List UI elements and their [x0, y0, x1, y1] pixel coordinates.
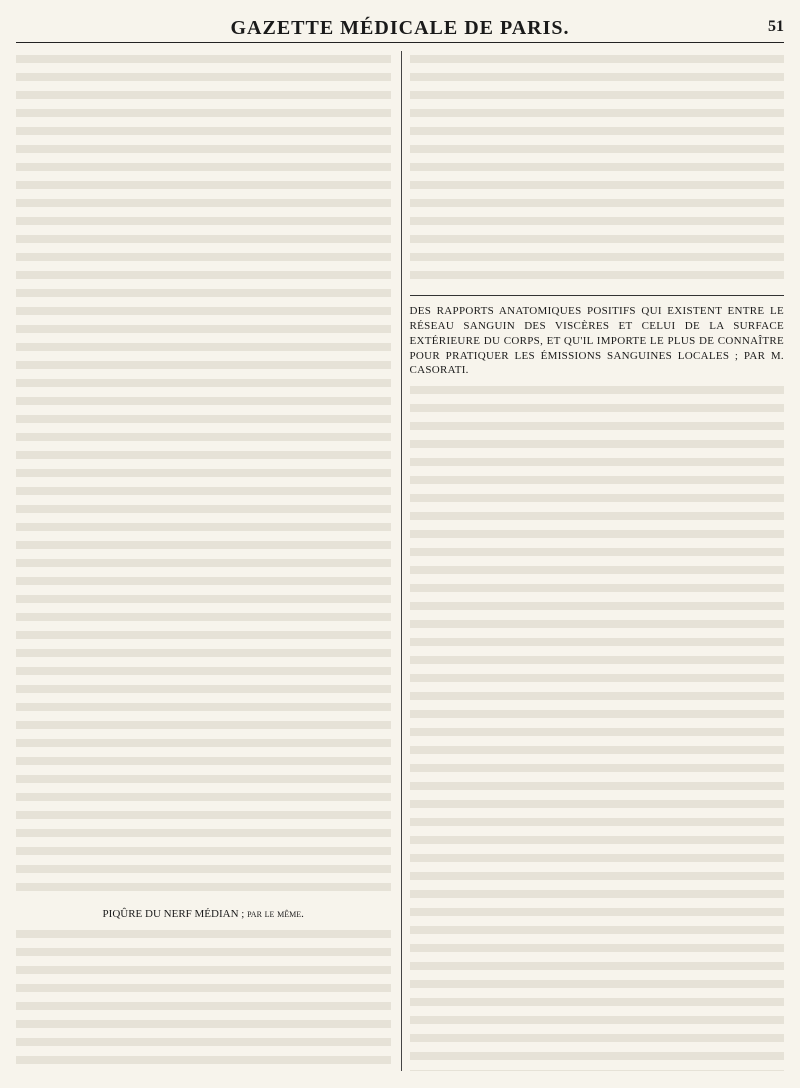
- body-text-placeholder: [16, 55, 391, 897]
- right-column: [401, 51, 785, 1071]
- section-heading-median-nerve: PIQÛRE DU NERF MÉDIAN ; par le même.: [102, 908, 304, 920]
- body-text-placeholder: [410, 55, 785, 285]
- section-divider: [410, 295, 785, 296]
- two-column-body: [16, 51, 784, 1071]
- body-text-placeholder: [16, 930, 391, 1071]
- journal-title: GAZETTE MÉDICALE DE PARIS.: [230, 16, 570, 39]
- body-text-placeholder: [410, 386, 785, 1071]
- page-number: 51: [768, 18, 784, 35]
- masthead: [16, 14, 784, 43]
- article-heading-casorati: DES RAPPORTS ANATOMIQUES POSITIFS QUI EXISTENT ENTRE LE RÉSEAU SANGUIN DES VISCÈRES ET CELUI DE LA SURFACE EXTÉRIEURE DU CORPS, ET QU'IL IMPORTE LE PLUS DE CONNAÎTRE POUR PRATIQUER LES ÉMISSIONS SANGUINES LOCALES ; PAR M. CASORATI.: [409, 305, 784, 377]
- left-column: [16, 51, 391, 1071]
